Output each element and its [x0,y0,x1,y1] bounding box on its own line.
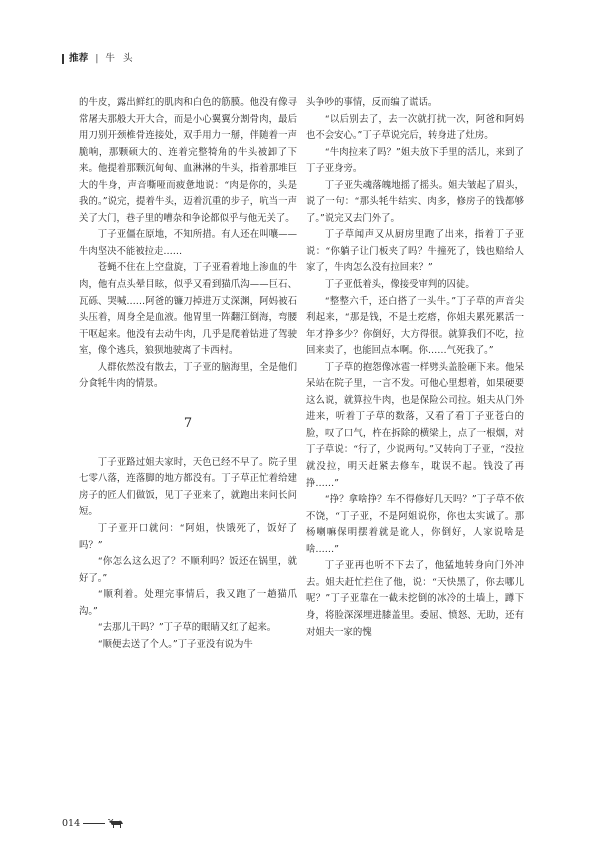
paragraph: 的牛皮，露出鲜红的肌肉和白色的筋膜。他没有像寻常屠夫那般大开大合，而是小心翼翼分割骨肉，最后用刀别开颈椎骨连接处，双手用力一掰，伴随着一声脆响，那颗硕大的、连着完整犄角的牛头被卸了下来。他提着那颗沉甸甸、血淋淋的牛头，指着那堆巨大的牛身，声音嘶哑而疲惫地说：“肉是你的，头是我的。”说完，提着牛头，迈着沉重的步子，吭当一声关了大门，巷子里的嘈杂和争论都似乎与他无关了。 [79,97,297,224]
left-column [79,95,297,653]
page-footer [62,818,124,829]
paragraph: 丁子亚路过姐夫家时，天色已经不早了。院子里七零八落，连落脚的地方都没有。丁子草正忙着给建房子的匠人们做饭，见丁子亚来了，就跑出来问长问短。 [79,456,297,518]
right-column [306,95,524,641]
paragraph: 头争吵的事情，反而编了谎话。 [306,97,438,108]
ox-icon [108,819,124,829]
paragraph: 苍蝇不住在上空盘旋，丁子亚看着地上渗血的牛肉，他有点头晕目眩，似乎又看到猫爪沟——巨石、瓦砾、哭喊……阿爸的镰刀掉进万丈深渊，阿妈被石头压着，周身全是血液。他胃里一阵翻江倒海，弯腰干呕起来。他没有去动牛肉，几乎是爬着钻进了驾驶室，像个逃兵，狼狈地驶离了卡西村。 [79,262,297,357]
paragraph: 丁子草闻声又从厨房里跑了出来，指着丁子亚说：“你躺子让门板夹了吗？牛撞死了，钱也赔给人家了，牛肉怎么没有拉回来？” [306,229,524,274]
paragraph: 丁子亚失魂落魄地摇了摇头。姐夫皱起了眉头，说了一句：“那头牦牛结实、肉多，修房子的钱都够了。”说完又去门外了。 [306,179,524,224]
header-section: 推荐 [69,53,89,64]
header-bar [62,54,64,64]
paragraph: “整整六千，还白搭了一头牛。”丁子草的声音尖利起来，“那是钱，不是土疙瘩，你姐夫累死累活一年才挣多少？你倒好，大方得很。就算我们不吃，拉回来卖了，也能回点本啊。你……气死我了。” [306,295,524,357]
paragraph: “你怎么这么迟了？不顺利吗？饭还在锅里，就好了。” [79,556,297,584]
paragraph: 丁子草的抱怨像冰雹一样劈头盖脸砸下来。他呆呆站在院子里，一言不发。可他心里想着，如果硬要这么说，就算拉牛肉，也是保险公司拉。姐夫从门外进来，听着丁子草的数落，又看了看丁子亚苍白的脸，叹了口气，杵在拆除的横梁上，点了一根烟，对丁子草说：“行了，少说两句。”又转向丁子亚，“没拉就没拉，明天赶紧去修车，耽误不起。钱没了再挣……” [306,361,524,489]
paragraph: “以后别去了，去一次就打扰一次，阿爸和阿妈也不会安心。”丁子草说完后，转身进了灶房。 [306,113,524,142]
paragraph: 人群依然没有散去，丁子亚的脑海里，全是他们分食牦牛肉的情景。 [79,361,297,390]
header-separator: | [95,53,99,64]
paragraph: “去那儿干吗？”丁子草的眼睛又红了起来。 [97,622,277,634]
paragraph: 丁子亚僵在原地，不知所措。有人还在叫嚷——牛肉坚决不能被拉走…… [79,229,297,257]
folio-rule [83,823,105,824]
page-number: 014 [62,818,81,829]
paragraph: 丁子亚开口就问：“阿姐，快饿死了，饭好了吗？” [79,523,297,551]
chapter-number: 7 [183,415,193,431]
paragraph: “挣？拿啥挣？车不得修好几天吗？”丁子草不依不饶，“丁子亚，不是阿姐说你，你也太实诚了。那杨喇嘛保明摆着就是讹人，你倒好，人家说啥是啥……” [306,494,524,555]
paragraph: “顺便去送了个人。”丁子亚没有说为牛 [97,638,253,650]
paragraph: “顺利着。处理完事情后，我又跑了一趟猫爪沟。” [79,589,297,617]
header-title: 牛头 [105,53,141,64]
paragraph: “牛肉拉来了吗？”姐夫放下手里的活儿，来到了丁子亚身旁。 [306,146,524,175]
running-header [62,52,141,66]
paragraph: 丁子亚低着头，像接受审判的囚徒。 [324,279,475,291]
paragraph: 丁子亚再也听不下去了，他猛地转身向门外冲去。姐夫赶忙拦住了他，说：“天快黑了，你去哪儿呢？”丁子亚靠在一截未挖倒的冰冷的土墙上，蹲下身，将脸深深埋进膝盖里。委屈、愤怒、无助，还有对姐夫一家的愧 [306,560,524,638]
